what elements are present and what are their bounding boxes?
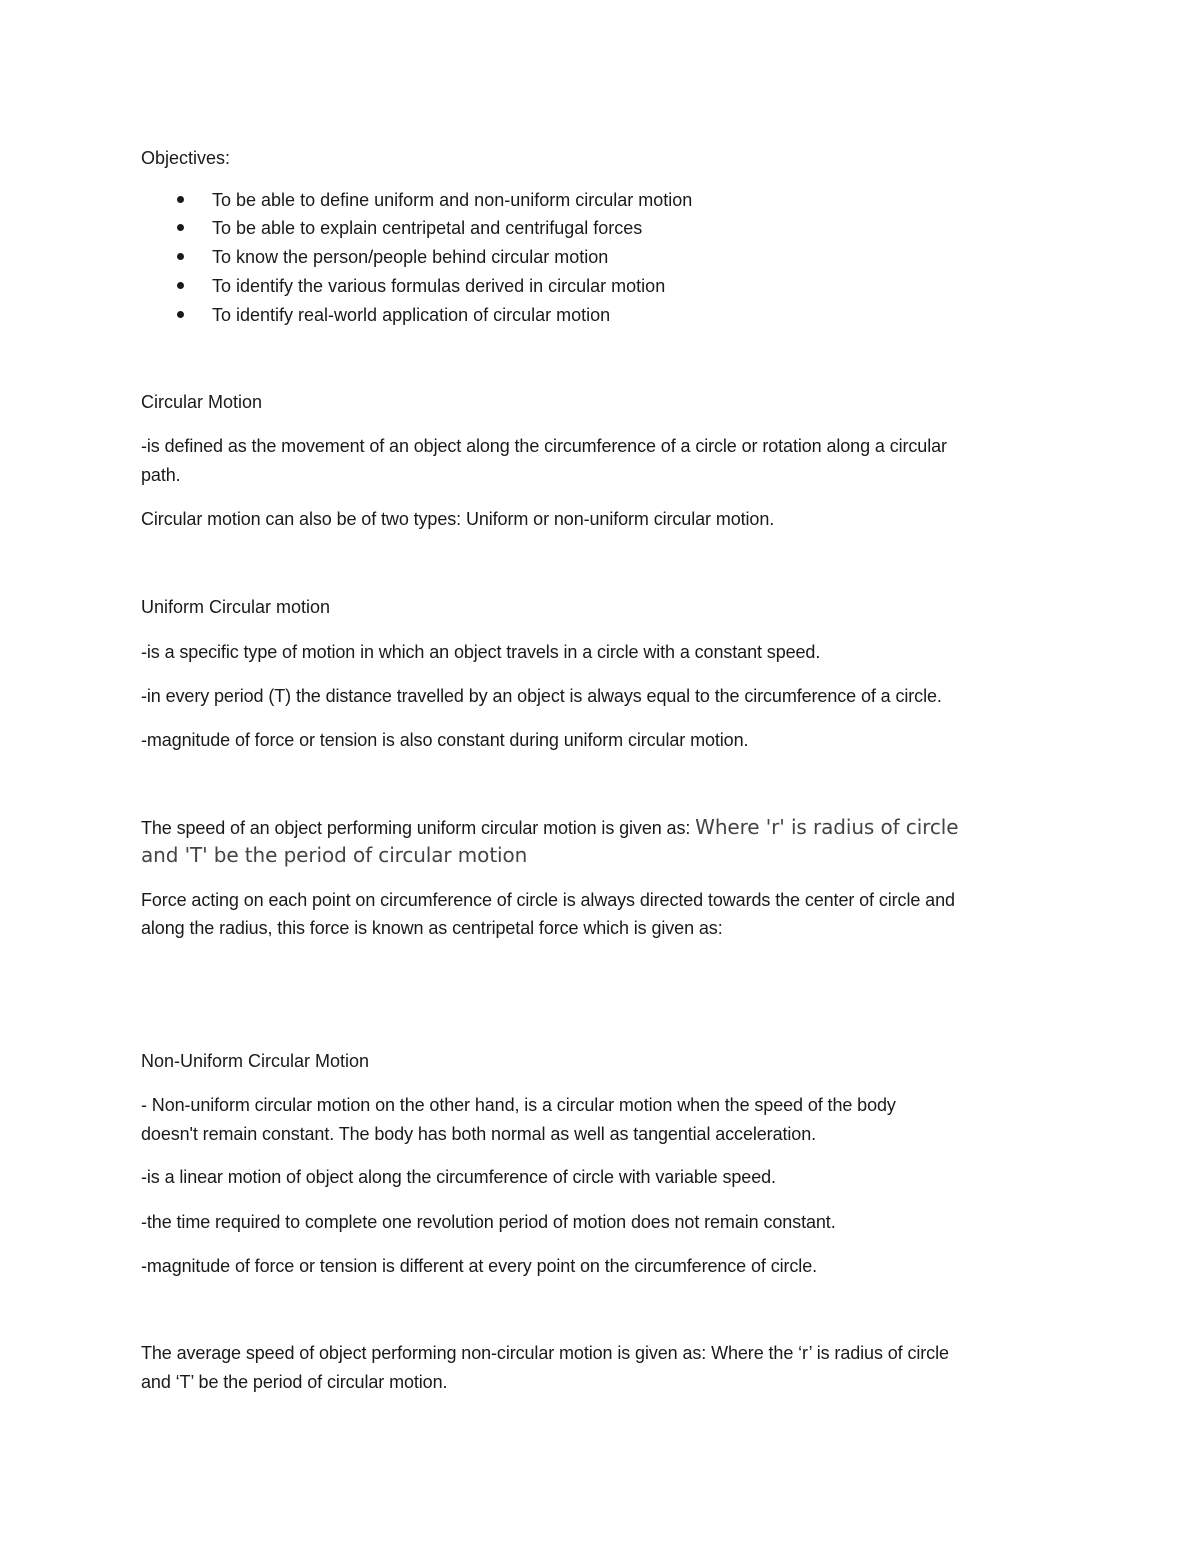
uniform-point-3: -magnitude of force or tension is also constant during uniform circular motion. (141, 730, 749, 750)
uniform-force-line2: along the radius, this force is known as centripetal force which is given as: (141, 918, 723, 938)
uniform-speed-suffix: Where 'r' is radius of circle (695, 815, 959, 839)
list-item-text: To know the person/people behind circular motion (212, 247, 609, 267)
list-item-text: To identify the various formulas derived in circular motion (212, 276, 666, 296)
bullet-icon (177, 311, 184, 318)
non-uniform-point-3: -magnitude of force or tension is different at every point on the circumference of circle. (141, 1256, 818, 1276)
bullet-icon (177, 282, 184, 289)
uniform-speed-prefix: The speed of an object performing uniform circular motion is given as: (141, 818, 696, 838)
non-uniform-avg-speed-line2: and ‘T’ be the period of circular motion. (141, 1372, 448, 1392)
objectives-heading: Objectives: (141, 148, 231, 168)
non-uniform-intro-line1: - Non-uniform circular motion on the other hand, is a circular motion when the speed of the body (141, 1095, 896, 1115)
circular-motion-heading: Circular Motion (141, 392, 263, 412)
uniform-heading: Uniform Circular motion (141, 597, 331, 617)
list-item-text: To be able to define uniform and non-uniform circular motion (212, 190, 693, 210)
non-uniform-intro-line2: doesn't remain constant. The body has both normal as well as tangential acceleration. (141, 1124, 817, 1144)
uniform-speed-line1 (141, 815, 958, 840)
uniform-speed-line2: and 'T' be the period of circular motion (141, 843, 528, 867)
non-uniform-point-1: -is a linear motion of object along the circumference of circle with variable speed. (141, 1167, 776, 1187)
uniform-force-line1: Force acting on each point on circumference of circle is always directed towards the center of circle and (141, 890, 955, 910)
list-item-text: To be able to explain centripetal and centrifugal forces (212, 218, 643, 238)
non-uniform-heading: Non-Uniform Circular Motion (141, 1051, 370, 1071)
uniform-point-1: -is a specific type of motion in which an object travels in a circle with a constant speed. (141, 642, 821, 662)
non-uniform-avg-speed-line1: The average speed of object performing non-circular motion is given as: Where the ‘r’ is radius of circle (141, 1343, 949, 1363)
bullet-icon (177, 196, 184, 203)
circular-motion-definition-line1: -is defined as the movement of an object along the circumference of a circle or rotation along a circular (141, 436, 947, 456)
uniform-point-2: -in every period (T) the distance travelled by an object is always equal to the circumference of a circle. (141, 686, 942, 706)
circular-motion-definition-line2: path. (141, 465, 181, 485)
list-item-text: To identify real-world application of circular motion (212, 305, 611, 325)
bullet-icon (177, 253, 184, 260)
non-uniform-point-2: -the time required to complete one revolution period of motion does not remain constant. (141, 1212, 836, 1232)
bullet-icon (177, 224, 184, 231)
circular-motion-types: Circular motion can also be of two types: Uniform or non-uniform circular motion. (141, 509, 775, 529)
